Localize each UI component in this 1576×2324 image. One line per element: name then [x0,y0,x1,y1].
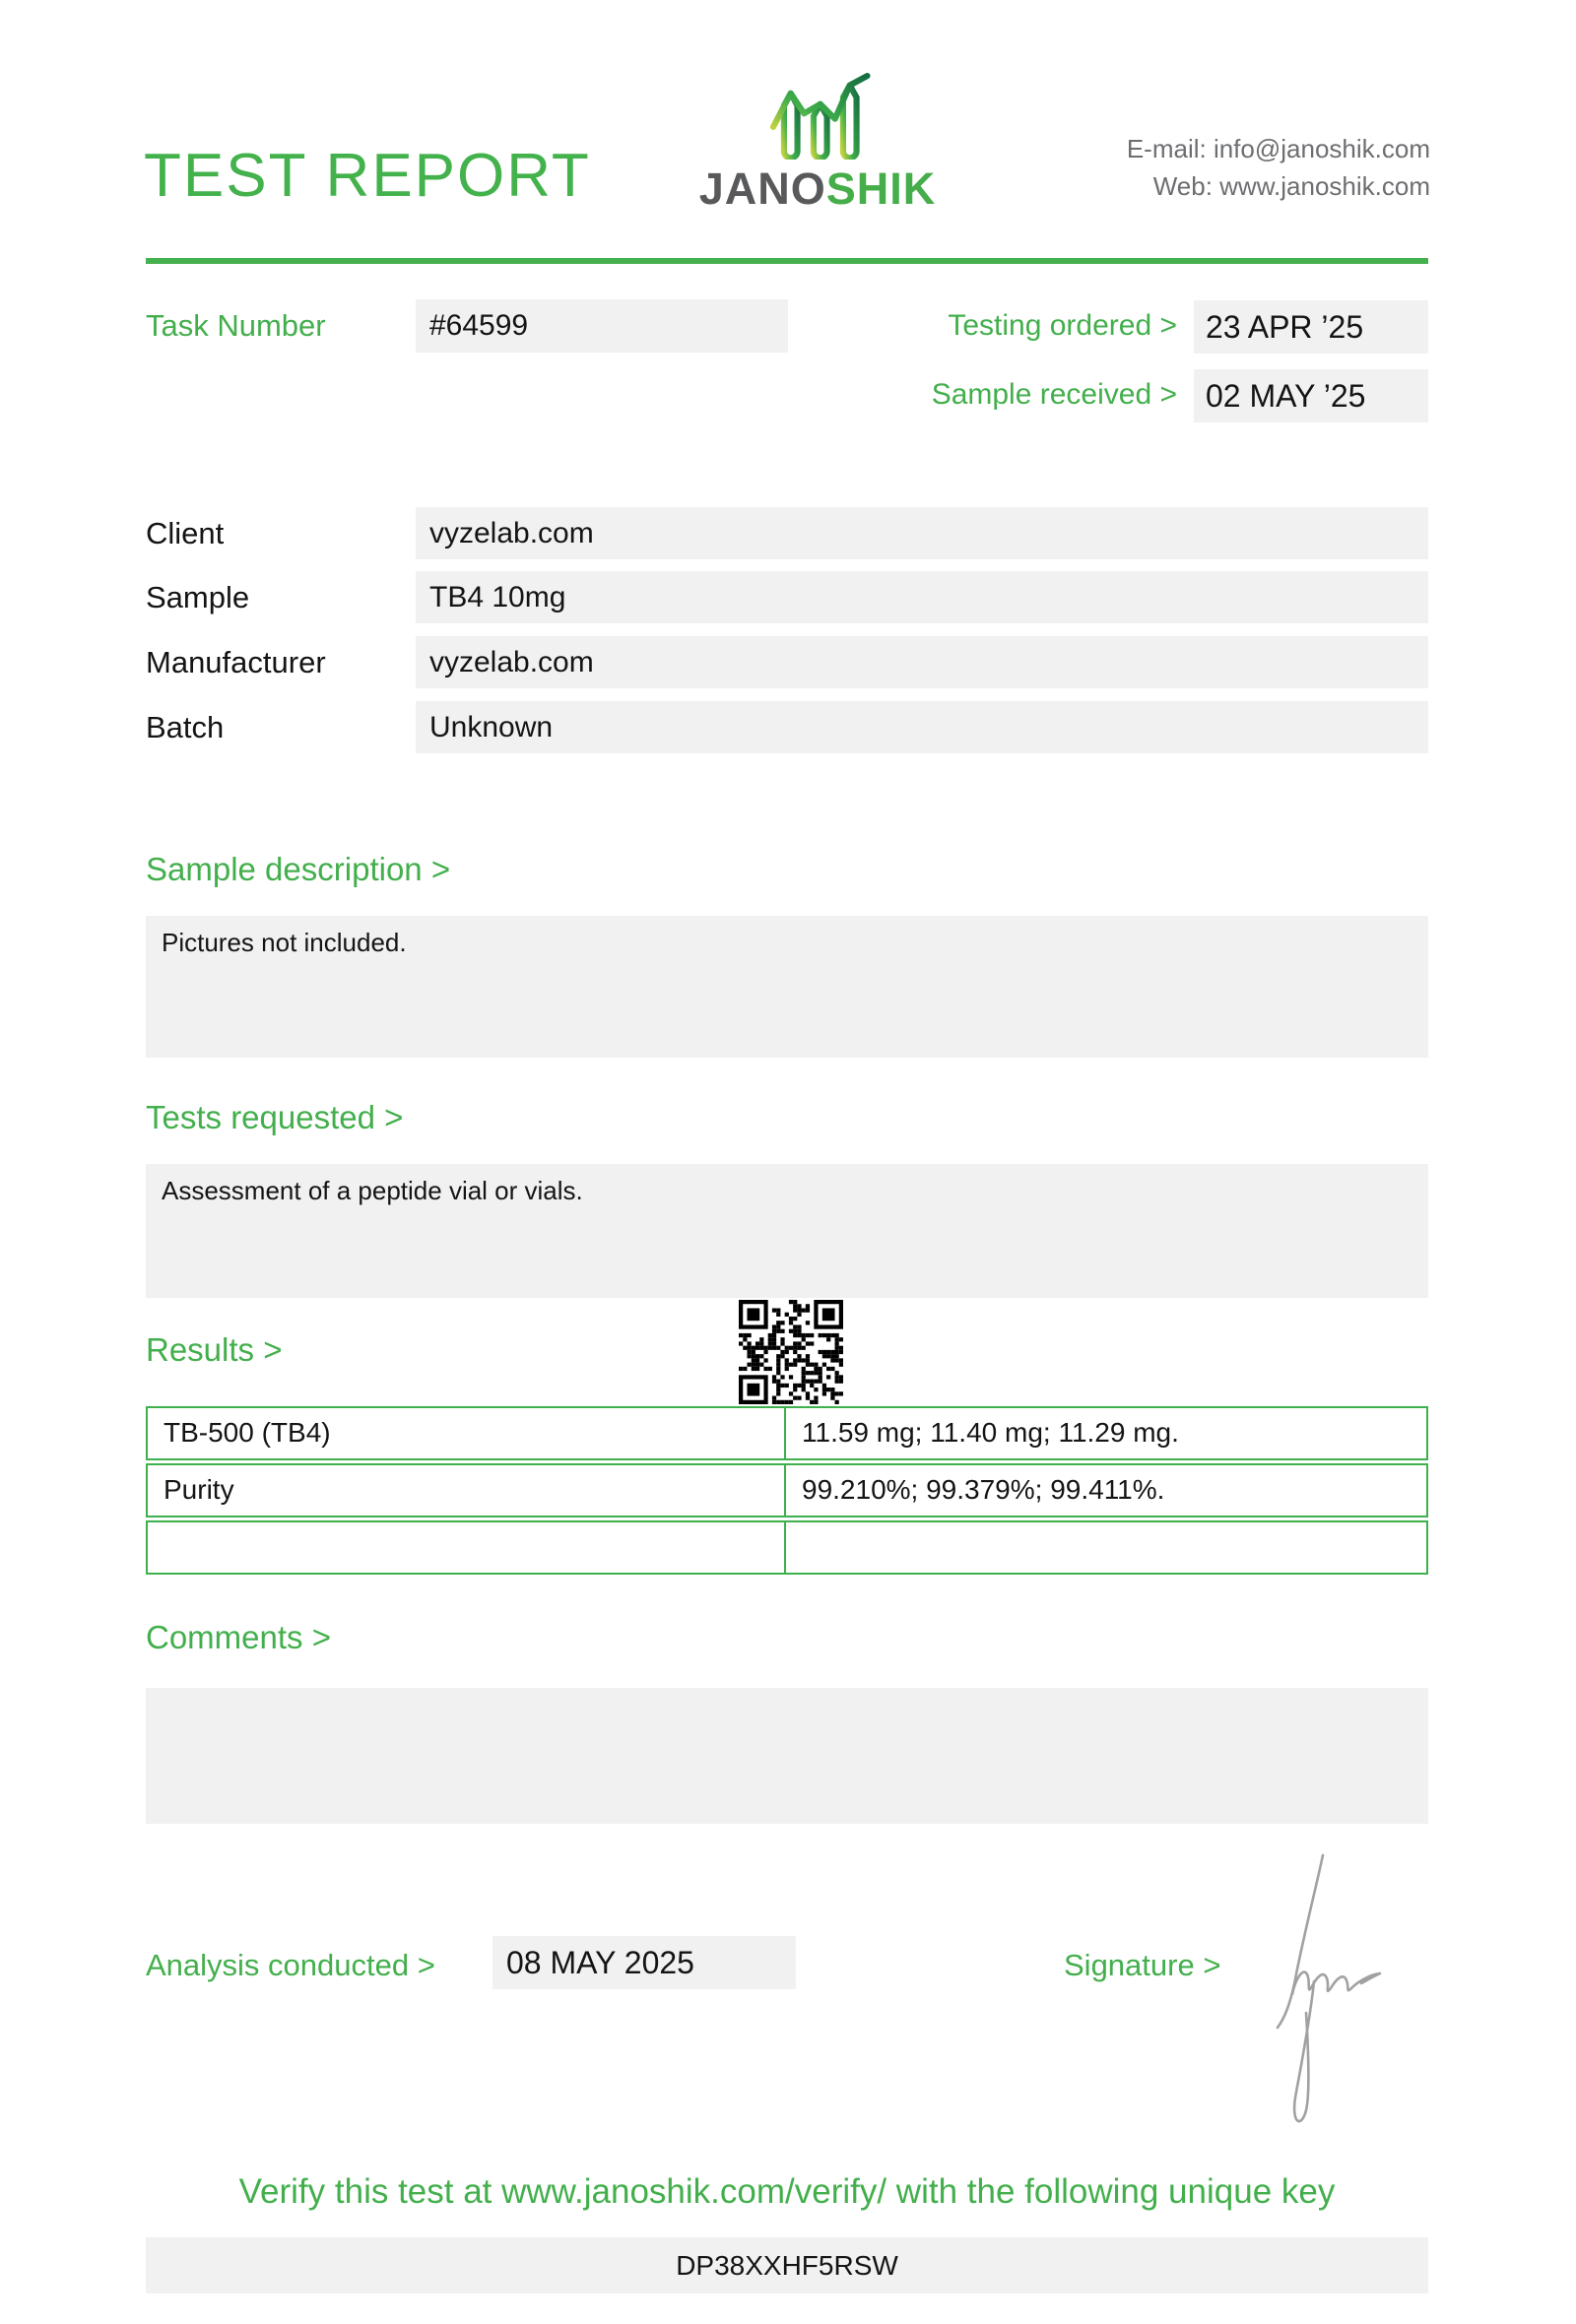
qr-code [739,1300,843,1404]
task-number-label: Task Number [146,308,326,343]
batch-value: Unknown [416,701,1428,753]
janoshik-logo [650,73,985,212]
header-divider [146,258,1428,264]
contact-block [1127,130,1430,205]
comments-box [146,1688,1428,1824]
sample-label: Sample [146,580,250,614]
results-table [146,1406,1428,1578]
sample-description-box: Pictures not included. [146,916,1428,1058]
tests-requested-box: Assessment of a peptide vial or vials. [146,1164,1428,1298]
analysis-conducted-label: Analysis conducted > [146,1948,435,1982]
result-value: 11.59 mg; 11.40 mg; 11.29 mg. [802,1417,1179,1448]
analysis-date: 08 MAY 2025 [492,1936,796,1989]
table-row [146,1463,1428,1517]
signature-label: Signature > [1064,1948,1221,1982]
task-number-value: #64599 [416,299,788,353]
sample-received-date: 02 MAY ’25 [1194,369,1428,422]
testing-ordered-date: 23 APR ’25 [1194,300,1428,354]
testing-ordered-label: Testing ordered > [948,309,1177,342]
results-heading: Results > [146,1331,283,1368]
result-name: TB-500 (TB4) [148,1408,786,1458]
tests-requested-heading: Tests requested > [146,1099,404,1135]
result-name: Purity [148,1465,786,1516]
batch-label: Batch [146,710,225,744]
comments-heading: Comments > [146,1619,331,1655]
manufacturer-label: Manufacturer [146,645,326,679]
logo-shik: SHIK [825,163,937,214]
manufacturer-value: vyzelab.com [416,636,1428,688]
sample-value: TB4 10mg [416,571,1428,623]
table-row [146,1520,1428,1575]
sample-description-heading: Sample description > [146,851,451,887]
logo-jano: JANO [698,163,826,214]
client-label: Client [146,516,225,550]
logo-wordmark [650,163,985,214]
signature-scribble [1263,1834,1411,2144]
result-name [148,1522,786,1573]
web-line: Web: www.janoshik.com [1152,171,1430,201]
verify-instruction: Verify this test at www.janoshik.com/verify/ with the following unique key [238,2172,1336,2211]
page-title: TEST REPORT [144,142,591,210]
table-row [146,1406,1428,1460]
email-line: E-mail: info@janoshik.com [1126,134,1430,163]
result-value [786,1522,1426,1573]
unique-key-box: DP38XXHF5RSW [146,2237,1428,2293]
bar-chart-logo-icon [744,147,891,163]
result-value: 99.210%; 99.379%; 99.411%. [802,1474,1165,1505]
client-value: vyzelab.com [416,507,1428,559]
sample-received-label: Sample received > [931,378,1177,411]
